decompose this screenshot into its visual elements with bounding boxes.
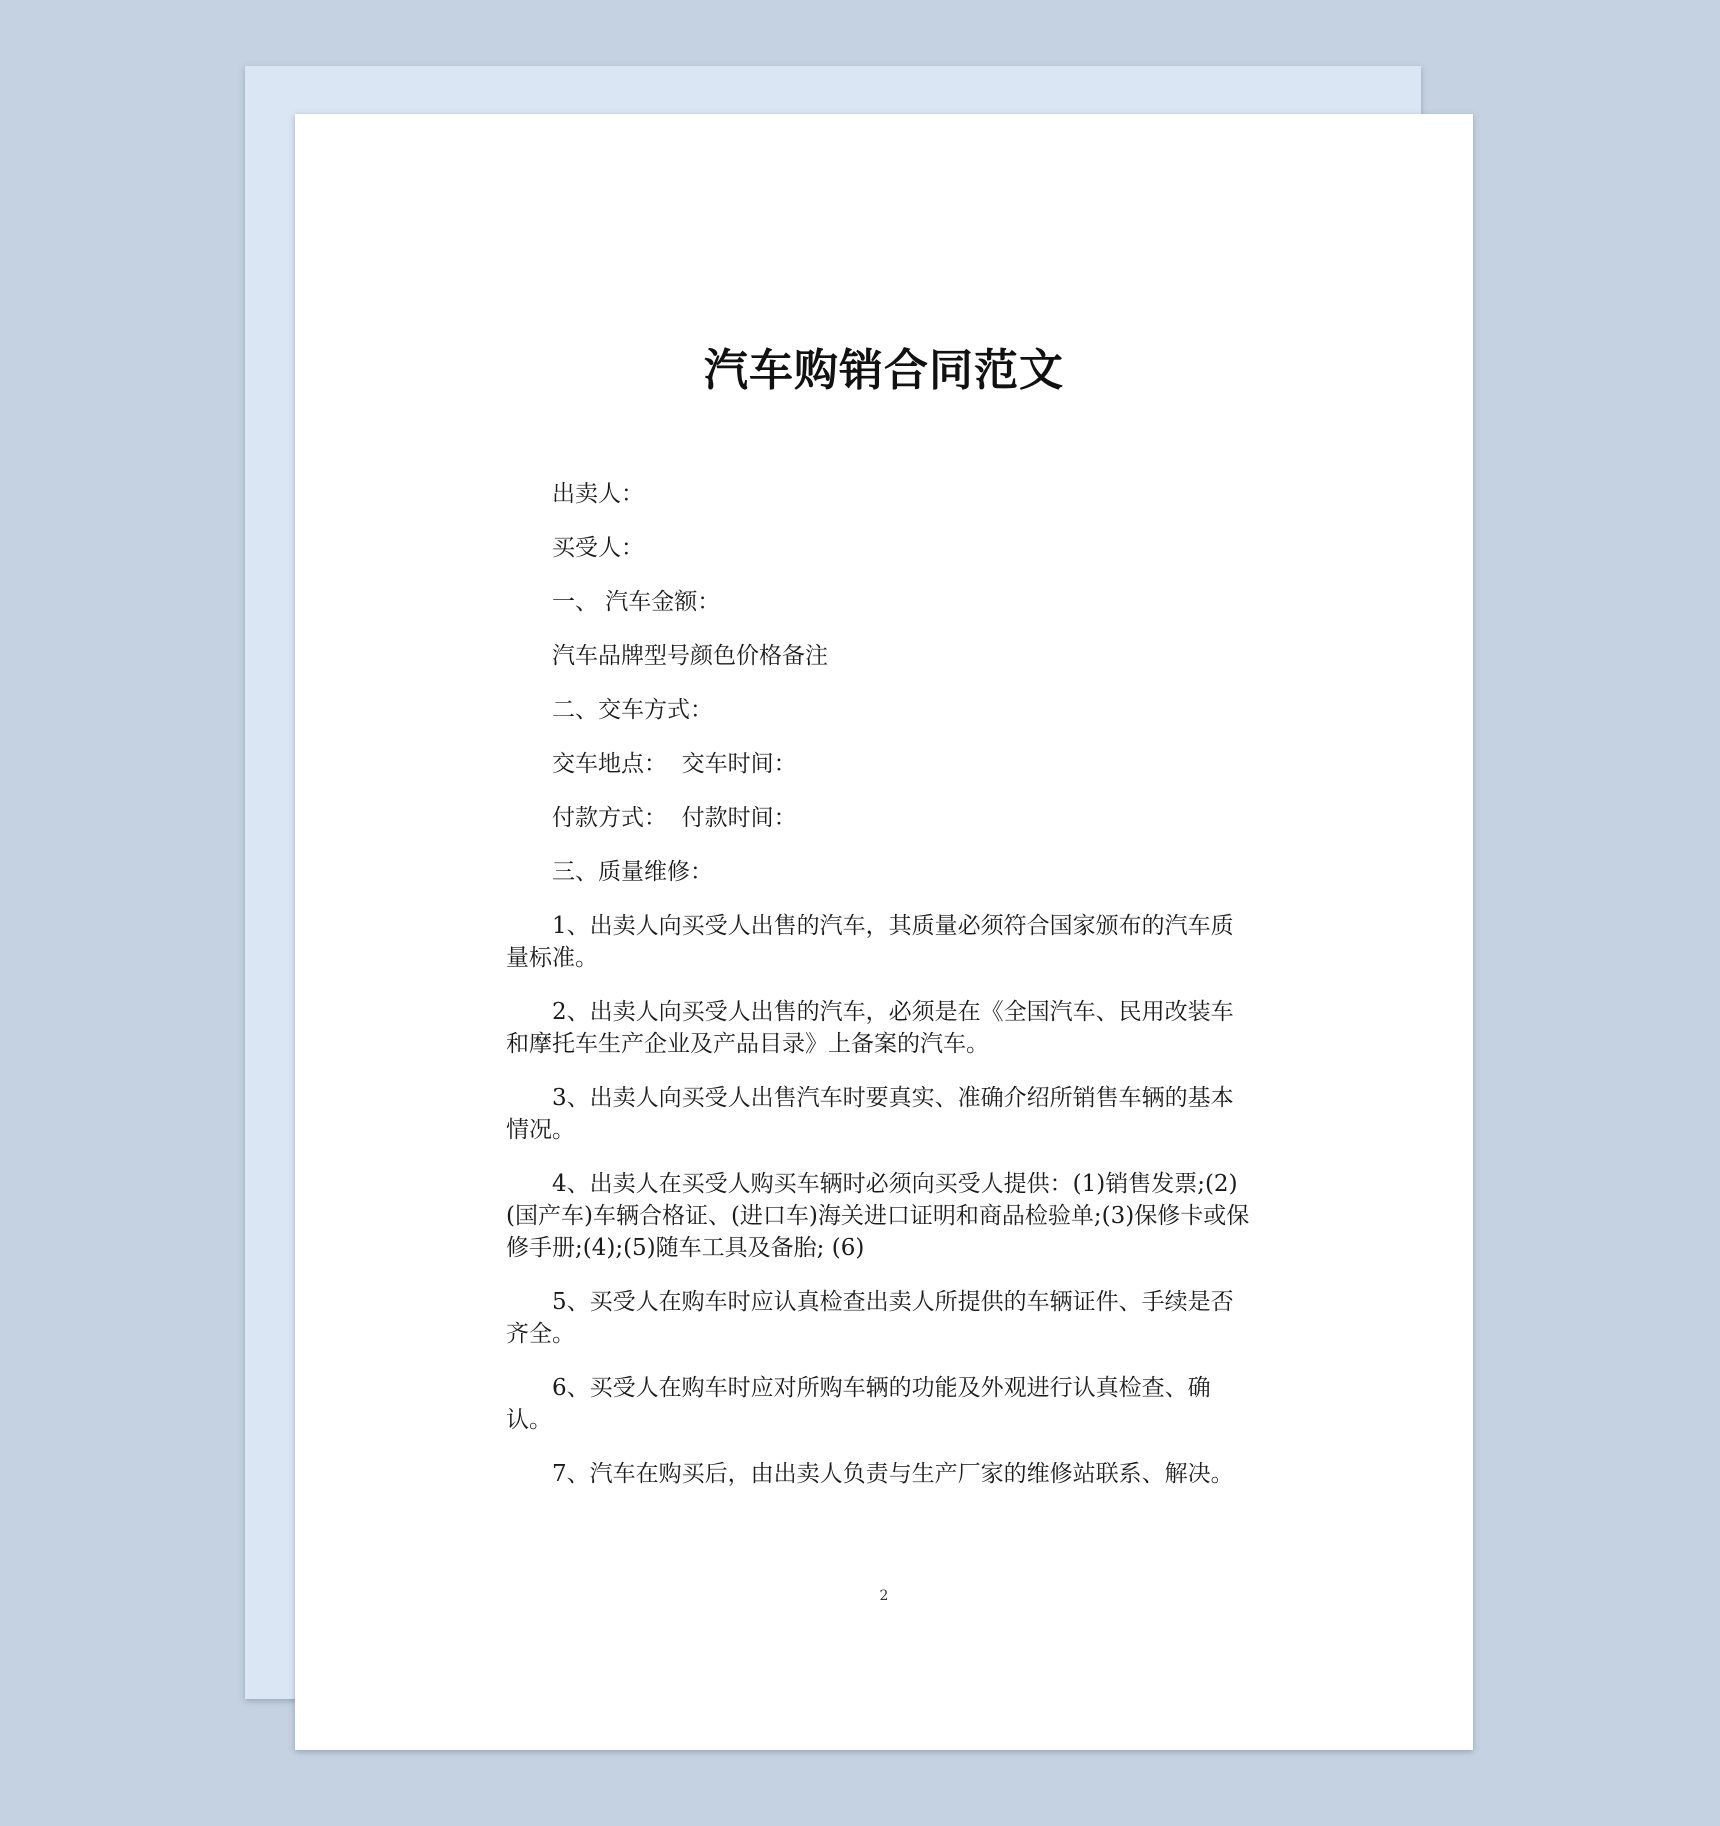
document-title: 汽车购销合同范文 <box>704 345 1064 396</box>
paragraph-seller: 出卖人： <box>552 481 644 507</box>
clause-2: 2、出卖人向买受人出售的汽车，必须是在《全国汽车、民用改装车和摩托车生产企业及产品目录》上备案的汽车。 <box>506 999 1234 1057</box>
clause-4: 4、出卖人在买受人购买车辆时必须向买受人提供：(1)销售发票;(2)(国产车)车辆合格证、(进口车)海关进口证明和商品检验单;(3)保修卡或保修手册;(4);(5)随车工具及备胎; (6) <box>506 1171 1250 1261</box>
clause-3: 3、出卖人向买受人出售汽车时要真实、准确介绍所销售车辆的基本情况。 <box>506 1085 1234 1143</box>
clause-1: 1、出卖人向买受人出售的汽车，其质量必须符合国家颁布的汽车质量标准。 <box>506 913 1234 971</box>
section-heading-delivery: 二、交车方式： <box>552 697 713 723</box>
paragraph-buyer: 买受人： <box>552 535 644 561</box>
clause-6: 6、买受人在购车时应对所购车辆的功能及外观进行认真检查、确认。 <box>506 1375 1211 1433</box>
section-heading-amount: 一、 汽车金额： <box>552 589 721 615</box>
page-number: 2 <box>879 1588 889 1604</box>
clause-7: 7、汽车在购买后，由出卖人负责与生产厂家的维修站联系、解决。 <box>552 1461 1234 1487</box>
paragraph-payment-method-time: 付款方式： 付款时间： <box>552 805 797 831</box>
paragraph-delivery-place-time: 交车地点： 交车时间： <box>552 751 797 777</box>
document-page <box>295 114 1473 1750</box>
paragraph-car-fields: 汽车品牌型号颜色价格备注 <box>552 643 828 669</box>
document-body <box>506 478 1254 1512</box>
section-heading-quality: 三、质量维修： <box>552 859 713 885</box>
clause-5: 5、买受人在购车时应认真检查出卖人所提供的车辆证件、手续是否齐全。 <box>506 1289 1234 1347</box>
